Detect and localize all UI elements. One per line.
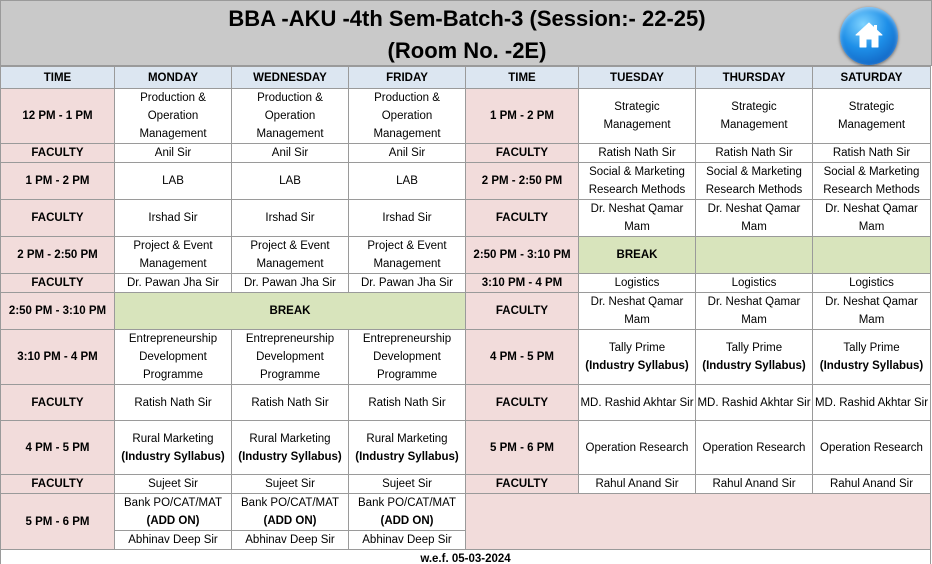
addon-note: (ADD ON) <box>263 515 317 527</box>
effective-date: w.e.f. 05-03-2024 <box>1 550 931 564</box>
class-cell: Strategic Management <box>696 89 813 144</box>
class-cell <box>579 330 696 385</box>
subject: Bank PO/CAT/MAT <box>358 497 456 509</box>
faculty-cell: Anil Sir <box>232 144 349 163</box>
table-row <box>1 293 931 330</box>
table-row <box>1 421 931 475</box>
class-cell: Social & Marketing Research Methods <box>696 163 813 200</box>
time-slot: 2 PM - 2:50 PM <box>1 237 115 274</box>
time-slot: 3:10 PM - 4 PM <box>466 274 579 293</box>
time-slot: 4 PM - 5 PM <box>1 421 115 475</box>
faculty-cell: Sujeet Sir <box>232 475 349 494</box>
table-row <box>1 89 931 144</box>
faculty-cell: Ratish Nath Sir <box>115 385 232 421</box>
table-row <box>1 330 931 385</box>
faculty-cell: Irshad Sir <box>115 200 232 237</box>
class-cell: LAB <box>349 163 466 200</box>
table-row <box>1 237 931 274</box>
faculty-cell: MD. Rashid Akhtar Sir <box>579 385 696 421</box>
faculty-cell: Dr. Neshat Qamar Mam <box>579 200 696 237</box>
class-cell: Production & Operation Management <box>232 89 349 144</box>
col-header-time-left: TIME <box>1 67 115 89</box>
time-slot: 1 PM - 2 PM <box>1 163 115 200</box>
empty-area <box>466 494 931 550</box>
faculty-label: FACULTY <box>1 200 115 237</box>
faculty-label: FACULTY <box>466 475 579 494</box>
class-cell: Logistics <box>813 274 931 293</box>
faculty-label: FACULTY <box>1 475 115 494</box>
home-button[interactable] <box>840 7 898 65</box>
faculty-cell: Irshad Sir <box>232 200 349 237</box>
class-cell: LAB <box>232 163 349 200</box>
faculty-cell: MD. Rashid Akhtar Sir <box>696 385 813 421</box>
break-cell: BREAK <box>115 293 466 330</box>
faculty-cell: Abhinav Deep Sir <box>349 531 466 550</box>
subject: Tally Prime <box>608 342 666 354</box>
syllabus-note: (Industry Syllabus) <box>702 360 806 372</box>
class-cell: Social & Marketing Research Methods <box>579 163 696 200</box>
faculty-cell: Dr. Pawan Jha Sir <box>349 274 466 293</box>
time-slot: 3:10 PM - 4 PM <box>1 330 115 385</box>
faculty-cell: Ratish Nath Sir <box>813 144 931 163</box>
class-cell: Project & Event Management <box>232 237 349 274</box>
subject: Rural Marketing <box>249 432 331 445</box>
syllabus-note: (Industry Syllabus) <box>819 360 924 372</box>
subject: Tally Prime <box>843 342 900 354</box>
faculty-cell: Ratish Nath Sir <box>349 385 466 421</box>
table-row <box>1 274 931 293</box>
syllabus-note: (Industry Syllabus) <box>121 450 225 463</box>
faculty-cell: Rahul Anand Sir <box>579 475 696 494</box>
table-row <box>1 385 931 421</box>
syllabus-note: (Industry Syllabus) <box>238 450 342 463</box>
class-cell: Operation Research <box>813 421 931 475</box>
class-cell: LAB <box>115 163 232 200</box>
faculty-cell: Dr. Neshat Qamar Mam <box>579 293 696 330</box>
faculty-cell: Dr. Neshat Qamar Mam <box>696 293 813 330</box>
footer-row <box>1 550 931 564</box>
class-cell: Project & Event Management <box>115 237 232 274</box>
faculty-cell: Anil Sir <box>349 144 466 163</box>
time-slot: 2 PM - 2:50 PM <box>466 163 579 200</box>
syllabus-note: (Industry Syllabus) <box>585 360 689 372</box>
home-icon <box>854 20 884 50</box>
subject: Tally Prime <box>725 342 783 354</box>
class-cell: Entrepreneurship Development Programme <box>115 330 232 385</box>
table-row <box>1 163 931 200</box>
class-cell <box>349 494 466 531</box>
class-cell <box>115 421 232 475</box>
class-cell <box>232 494 349 531</box>
faculty-label: FACULTY <box>466 385 579 421</box>
subject: Rural Marketing <box>132 432 214 445</box>
time-slot: 5 PM - 6 PM <box>1 494 115 550</box>
class-cell: Logistics <box>696 274 813 293</box>
faculty-label: FACULTY <box>466 200 579 237</box>
faculty-cell: Ratish Nath Sir <box>696 144 813 163</box>
class-cell: Production & Operation Management <box>349 89 466 144</box>
page-title: BBA -AKU -4th Sem-Batch-3 (Session:- 22-25) <box>228 6 706 31</box>
faculty-label: FACULTY <box>1 274 115 293</box>
time-slot: 12 PM - 1 PM <box>1 89 115 144</box>
faculty-cell: Irshad Sir <box>349 200 466 237</box>
col-header-monday: MONDAY <box>115 67 232 89</box>
class-cell: Strategic Management <box>813 89 931 144</box>
table-row <box>1 200 931 237</box>
faculty-cell: Dr. Neshat Qamar Mam <box>813 200 931 237</box>
timetable <box>0 66 931 564</box>
class-cell: Social & Marketing Research Methods <box>813 163 931 200</box>
subject: Rural Marketing <box>366 432 448 445</box>
time-slot: 1 PM - 2 PM <box>466 89 579 144</box>
title-banner <box>0 0 932 66</box>
faculty-cell: Ratish Nath Sir <box>579 144 696 163</box>
time-slot: 4 PM - 5 PM <box>466 330 579 385</box>
faculty-cell: Dr. Neshat Qamar Mam <box>696 200 813 237</box>
addon-note: (ADD ON) <box>146 515 200 527</box>
break-cell-empty <box>813 237 931 274</box>
faculty-label: FACULTY <box>1 144 115 163</box>
faculty-cell: Rahul Anand Sir <box>696 475 813 494</box>
faculty-cell: Dr. Neshat Qamar Mam <box>813 293 931 330</box>
subject: Bank PO/CAT/MAT <box>241 497 339 509</box>
col-header-wednesday: WEDNESDAY <box>232 67 349 89</box>
col-header-time-right: TIME <box>466 67 579 89</box>
syllabus-note: (Industry Syllabus) <box>355 450 459 463</box>
class-cell: Entrepreneurship Development Programme <box>349 330 466 385</box>
class-cell: Entrepreneurship Development Programme <box>232 330 349 385</box>
faculty-cell: Anil Sir <box>115 144 232 163</box>
class-cell <box>115 494 232 531</box>
faculty-cell: Ratish Nath Sir <box>232 385 349 421</box>
faculty-cell: Sujeet Sir <box>349 475 466 494</box>
time-slot: 2:50 PM - 3:10 PM <box>466 237 579 274</box>
col-header-thursday: THURSDAY <box>696 67 813 89</box>
faculty-cell: Abhinav Deep Sir <box>232 531 349 550</box>
class-cell: Production & Operation Management <box>115 89 232 144</box>
col-header-friday: FRIDAY <box>349 67 466 89</box>
header-row <box>1 67 931 89</box>
addon-note: (ADD ON) <box>380 515 434 527</box>
col-header-tuesday: TUESDAY <box>579 67 696 89</box>
faculty-cell: Rahul Anand Sir <box>813 475 931 494</box>
class-cell <box>696 330 813 385</box>
class-cell <box>813 330 931 385</box>
table-row <box>1 475 931 494</box>
faculty-cell: MD. Rashid Akhtar Sir <box>813 385 931 421</box>
faculty-label: FACULTY <box>466 144 579 163</box>
break-cell: BREAK <box>579 237 696 274</box>
break-cell-empty <box>696 237 813 274</box>
class-cell: Strategic Management <box>579 89 696 144</box>
faculty-cell: Sujeet Sir <box>115 475 232 494</box>
faculty-label: FACULTY <box>466 293 579 330</box>
class-cell <box>232 421 349 475</box>
class-cell: Operation Research <box>696 421 813 475</box>
table-row <box>1 494 931 531</box>
class-cell <box>349 421 466 475</box>
faculty-cell: Dr. Pawan Jha Sir <box>115 274 232 293</box>
class-cell: Logistics <box>579 274 696 293</box>
class-cell: Operation Research <box>579 421 696 475</box>
room-subtitle: (Room No. -2E) <box>387 38 547 63</box>
col-header-saturday: SATURDAY <box>813 67 931 89</box>
class-cell: Project & Event Management <box>349 237 466 274</box>
faculty-cell: Dr. Pawan Jha Sir <box>232 274 349 293</box>
table-row <box>1 144 931 163</box>
time-slot: 5 PM - 6 PM <box>466 421 579 475</box>
faculty-label: FACULTY <box>1 385 115 421</box>
time-slot: 2:50 PM - 3:10 PM <box>1 293 115 330</box>
subject: Bank PO/CAT/MAT <box>124 497 222 509</box>
faculty-cell: Abhinav Deep Sir <box>115 531 232 550</box>
